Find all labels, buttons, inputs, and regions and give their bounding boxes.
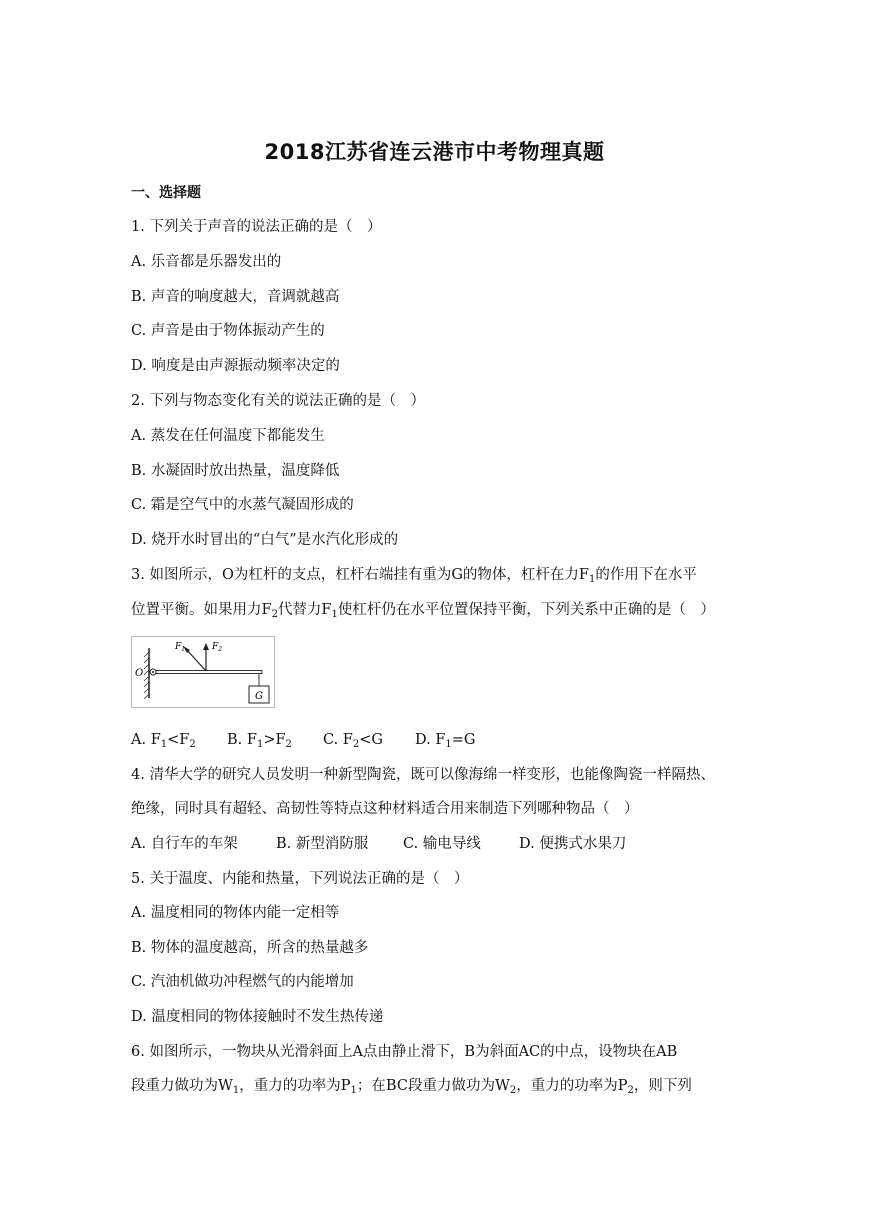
q4-options (131, 834, 626, 854)
q2-option-a: A. 蒸发在任何温度下都能发生 (131, 428, 325, 444)
q2-option-c: C. 霜是空气中的水蒸气凝固形成的 (131, 497, 354, 513)
q6-stem-line1: 6. 如图所示，一物块从光滑斜面上A点由静止滑下，B为斜面AC的中点，设物块在AB (131, 1044, 678, 1060)
q5-option-c: C. 汽油机做功冲程燃气的内能增加 (131, 974, 354, 990)
q4-stem-line1: 4. 清华大学的研究人员发明一种新型陶瓷，既可以像海绵一样变形，也能像陶瓷一样隔热、 (131, 767, 715, 783)
f2-label: F (212, 642, 219, 652)
q4-option-a: A. 自行车的车架 (131, 836, 238, 852)
q1-stem: 1. 下列关于声音的说法正确的是（ ） (131, 219, 382, 235)
q2-option-b: B. 水凝固时放出热量，温度降低 (131, 463, 340, 479)
q2-option-d: D. 烧开水时冒出的“白气”是水汽化形成的 (131, 532, 399, 548)
q3-option-c: C. $F_2<G$ (323, 732, 383, 750)
q3-options (131, 730, 476, 750)
q5-option-a: A. 温度相同的物体内能一定相等 (131, 905, 340, 921)
lever-figure (131, 636, 275, 708)
q1-option-c: C. 声音是由于物体振动产生的 (131, 323, 325, 339)
q5-option-d: D. 温度相同的物体接触时不发生热传递 (131, 1009, 384, 1025)
q4-option-b: B. 新型消防服 (276, 836, 369, 852)
q3-stem-line1: 3. 如图所示，O为杠杆的支点，杠杆右端挂有重为G的物体，杠杆在力$F_1$的作用下在水平 (131, 567, 697, 585)
q3-stem-line2: 位置平衡。如果用力$F_2$代替力$F_1$使杠杆仍在水平位置保持平衡，下列关系中正确的是（ ） (131, 602, 715, 620)
q5-stem: 5. 关于温度、内能和热量，下列说法正确的是（ ） (131, 871, 469, 887)
q3-option-d: D. $F_1=G$ (415, 732, 476, 750)
q1-option-b: B. 声音的响度越大，音调就越高 (131, 289, 340, 305)
f1-label: F (175, 642, 182, 652)
weight-label: G (255, 691, 263, 702)
q3-option-b: B. $F_1>F_2$ (227, 732, 292, 750)
q1-option-d: D. 响度是由声源振动频率决定的 (131, 358, 340, 374)
svg-text:F2: $F_2$ (212, 642, 223, 653)
q4-stem-line2: 绝缘，同时具有超轻、高韧性等特点这种材料适合用来制造下列哪种物品（ ） (131, 801, 639, 817)
q3-option-a: A. $F_1<F_2$ (131, 732, 196, 750)
q6-stem-line2: 段重力做功为$W_1$，重力的功率为$P_1$；在BC段重力做功为$W_2$，重力的功率为$P_2$，则下列 (131, 1078, 692, 1096)
svg-text:F1: $F_1$ (175, 642, 186, 653)
q5-option-b: B. 物体的温度越高，所含的热量越多 (131, 940, 369, 956)
q4-option-d: D. 便携式水果刀 (519, 836, 627, 852)
page-title: 2018江苏省连云港市中考物理真题 (264, 140, 605, 164)
section-heading: 一、选择题 (131, 185, 201, 201)
q4-option-c: C. 输电导线 (403, 836, 481, 852)
q1-option-a: A. 乐音都是乐器发出的 (131, 254, 282, 270)
pivot-label: O (135, 668, 144, 679)
q2-stem: 2. 下列与物态变化有关的说法正确的是（ ） (131, 393, 425, 409)
